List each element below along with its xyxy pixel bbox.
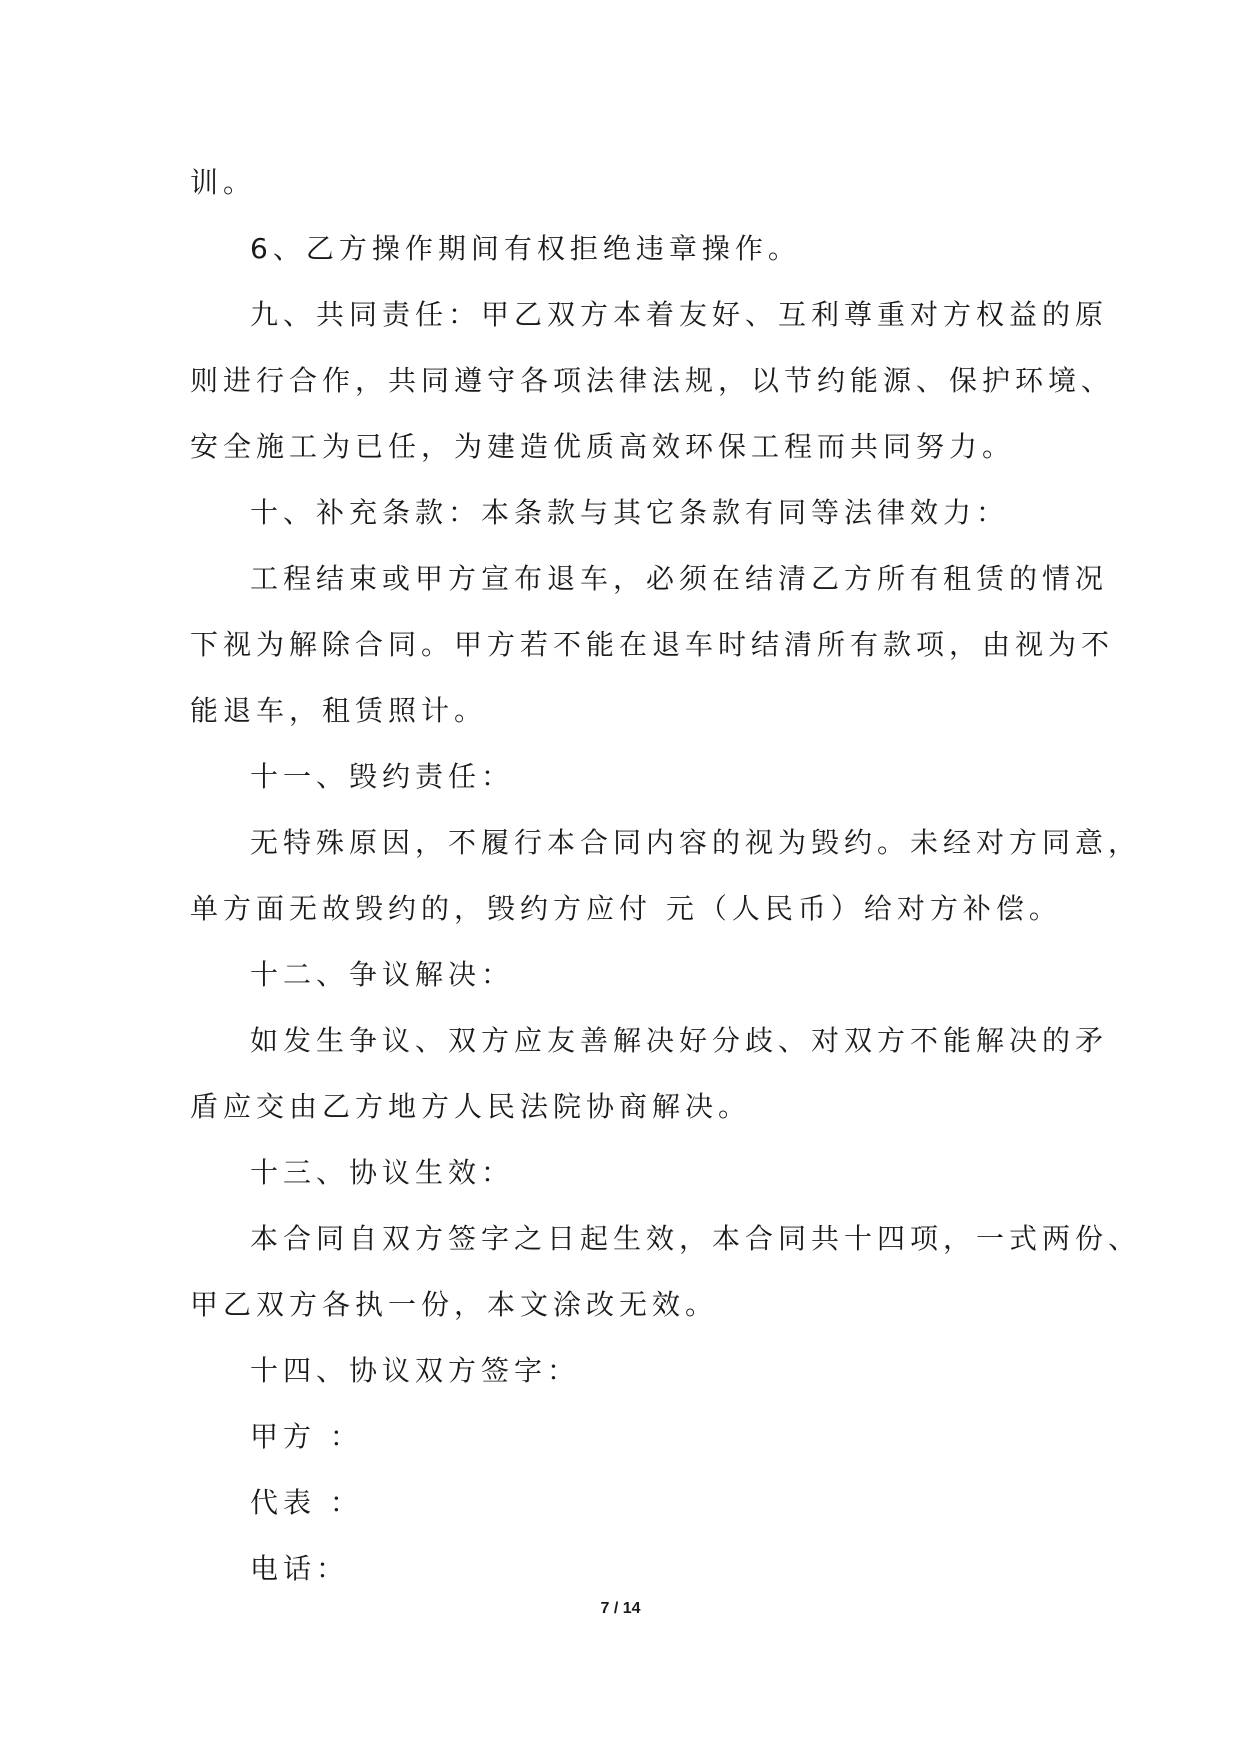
text-line: 安全施工为已任，为建造优质高效环保工程而共同努力。 bbox=[190, 430, 1016, 463]
text-line: 下视为解除合同。甲方若不能在退车时结清所有款项，由视为不 bbox=[190, 628, 1115, 661]
text-line: 无特殊原因，不履行本合同内容的视为毁约。未经对方同意， bbox=[250, 826, 1142, 859]
text-line: 甲乙双方各执一份，本文涂改无效。 bbox=[190, 1288, 719, 1321]
page-number: 7 / 14 bbox=[600, 1600, 641, 1617]
text-line: 本合同自双方签字之日起生效，本合同共十四项，一式两份、 bbox=[250, 1222, 1142, 1255]
text-line: 单方面无故毁约的，毁约方应付 元（人民币）给对方补偿。 bbox=[190, 892, 1062, 925]
text-line: 工程结束或甲方宣布退车，必须在结清乙方所有租赁的情况 bbox=[250, 562, 1109, 595]
signature-field-phone: 电话： bbox=[250, 1552, 350, 1585]
clause-heading: 十二、争议解决： bbox=[250, 958, 515, 991]
text-line: 如发生争议、双方应友善解决好分歧、对双方不能解决的矛 bbox=[250, 1024, 1109, 1057]
text-line: 则进行合作，共同遵守各项法律法规，以节约能源、保护环境、 bbox=[190, 364, 1115, 397]
clause-heading: 十三、协议生效： bbox=[250, 1156, 515, 1189]
clause-heading: 十、补充条款：本条款与其它条款有同等法律效力： bbox=[250, 496, 1010, 529]
clause-heading: 十一、毁约责任： bbox=[250, 760, 515, 793]
text-line: 训。 bbox=[190, 166, 257, 199]
text-line: 盾应交由乙方地方人民法院协商解决。 bbox=[190, 1090, 752, 1123]
document-body bbox=[190, 150, 1142, 1602]
text-line: 6、乙方操作期间有权拒绝违章操作。 bbox=[250, 232, 801, 265]
signature-field-representative: 代表 ： bbox=[250, 1486, 363, 1519]
clause-heading: 九、共同责任：甲乙双方本着友好、互利尊重对方权益的原 bbox=[250, 298, 1109, 331]
text-line: 能退车，租赁照计。 bbox=[190, 694, 488, 727]
signature-field-party-a: 甲方 ： bbox=[250, 1420, 363, 1453]
clause-heading: 十四、协议双方签字： bbox=[250, 1354, 581, 1387]
